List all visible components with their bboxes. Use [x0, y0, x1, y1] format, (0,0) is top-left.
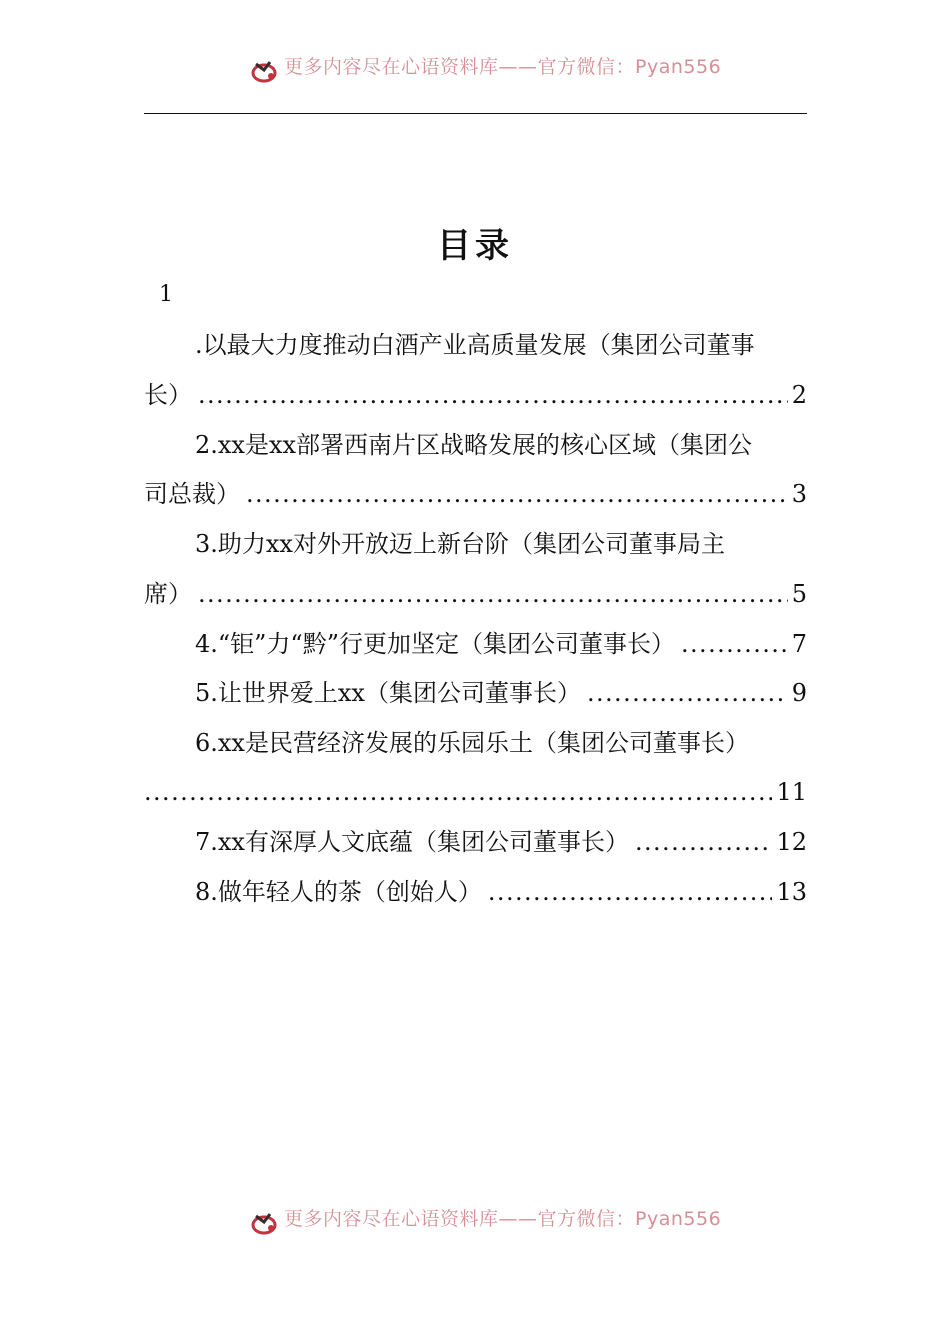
toc-entry-2-text: 司总裁） — [144, 480, 240, 508]
toc-entry-5-page: 9 — [791, 679, 807, 707]
toc-entry-4-page: 7 — [791, 630, 807, 658]
toc-entry-2-line2[interactable] — [144, 474, 807, 514]
brand-logo-icon — [250, 1210, 278, 1236]
toc-entry-7-page: 12 — [776, 828, 807, 856]
toc-leader-dots — [635, 822, 772, 862]
footer-banner-text: 更多内容尽在心语资料库——官方微信：Pyan556 — [284, 1208, 722, 1230]
toc-entry-6-line2[interactable] — [144, 772, 807, 812]
toc-entry-8[interactable] — [195, 872, 807, 912]
brand-logo-icon — [250, 58, 278, 84]
toc-entry-4-text: 4.“钜”力“黔”行更加坚定（集团公司董事长） — [195, 630, 675, 658]
stray-number: 1 — [159, 282, 173, 307]
header-banner — [250, 56, 721, 86]
toc-leader-dots — [144, 772, 772, 812]
toc-leader-dots — [198, 375, 788, 415]
page-footer — [0, 1208, 950, 1238]
toc-entry-5[interactable] — [195, 673, 807, 713]
toc-entry-5-text: 5.让世界爱上xx（集团公司董事长） — [195, 679, 581, 707]
toc-entry-7[interactable] — [195, 822, 807, 862]
toc-entry-1-text: 长） — [144, 381, 192, 409]
page-header — [0, 56, 950, 86]
toc-leader-dots — [198, 574, 788, 614]
toc-entry-1-line2[interactable] — [144, 375, 807, 415]
toc-entry-2-line1[interactable]: 2.xx是xx部署西南片区战略发展的核心区域（集团公 — [195, 431, 753, 459]
toc-entry-6-line1[interactable]: 6.xx是民营经济发展的乐园乐土（集团公司董事长） — [195, 729, 749, 757]
toc-entry-7-text: 7.xx有深厚人文底蕴（集团公司董事长） — [195, 828, 629, 856]
toc-entry-3-page: 5 — [791, 580, 807, 608]
toc-entry-3-line1[interactable]: 3.助力xx对外开放迈上新台阶（集团公司董事局主 — [195, 530, 725, 558]
toc-entry-1-page: 2 — [791, 381, 807, 409]
toc-leader-dots — [488, 872, 773, 912]
header-banner-text: 更多内容尽在心语资料库——官方微信：Pyan556 — [284, 56, 722, 78]
toc-entry-4[interactable] — [195, 624, 807, 664]
toc-entry-2-page: 3 — [791, 480, 807, 508]
header-divider — [144, 113, 807, 114]
toc-entry-1-line1[interactable]: .以最大力度推动白酒产业高质量发展（集团公司董事 — [195, 331, 755, 359]
toc-entry-8-page: 13 — [776, 878, 807, 906]
toc-entry-6-page: 11 — [776, 778, 807, 806]
toc-leader-dots — [587, 673, 788, 713]
toc-entry-3-line2[interactable] — [144, 574, 807, 614]
toc-leader-dots — [681, 624, 788, 664]
toc-leader-dots — [246, 474, 788, 514]
toc-entry-8-text: 8.做年轻人的茶（创始人） — [195, 878, 482, 906]
page-title: 目录 — [437, 226, 513, 266]
toc-entry-3-text: 席） — [144, 580, 192, 608]
footer-banner — [250, 1208, 721, 1238]
